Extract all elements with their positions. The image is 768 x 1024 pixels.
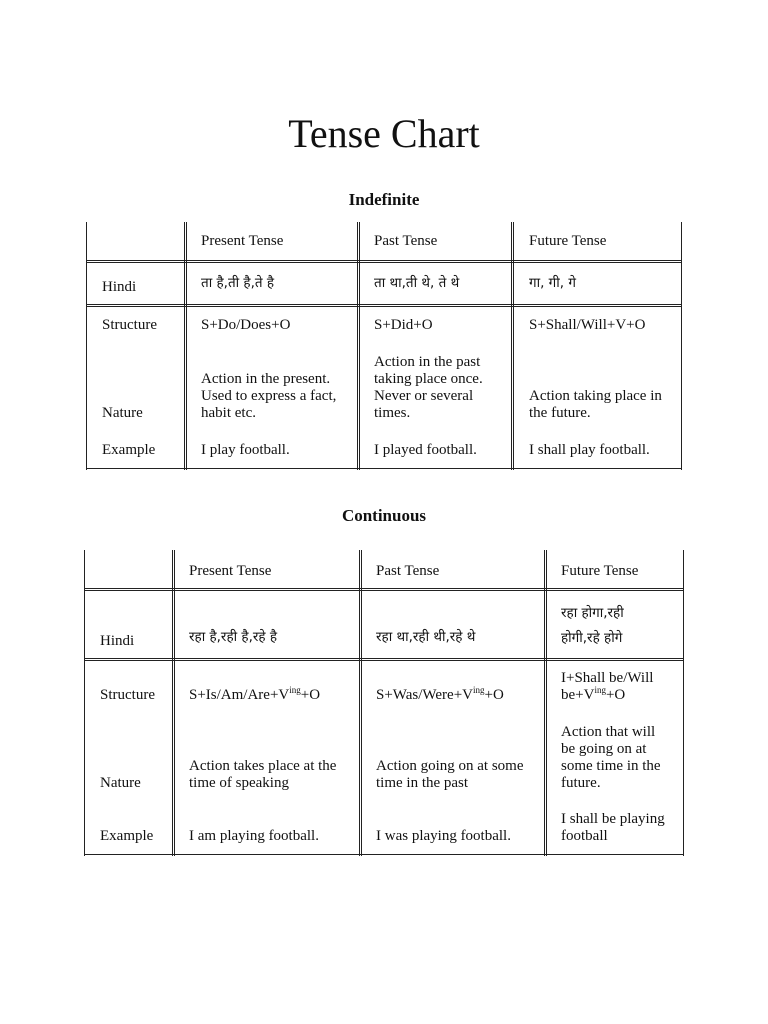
- continuous-heading: Continuous: [341, 506, 427, 525]
- column-header-past: Past Tense: [376, 563, 440, 579]
- example-past: I played football.: [374, 442, 477, 458]
- column-header-past: Past Tense: [374, 233, 438, 249]
- nature-line: time in the past: [376, 775, 469, 791]
- example-past: I was playing football.: [376, 828, 511, 844]
- column-divider: [544, 550, 545, 856]
- column-divider: [172, 550, 173, 856]
- nature-line: Action takes place at the: [189, 758, 337, 774]
- structure-past: [376, 687, 504, 704]
- nature-line: Action taking place in: [529, 388, 662, 404]
- row-divider: [86, 260, 682, 261]
- structure-past: S+Did+O: [374, 317, 433, 333]
- nature-present: [189, 758, 336, 792]
- row-divider: [84, 660, 684, 661]
- indefinite-heading: Indefinite: [348, 190, 420, 209]
- nature-line: some time in the: [561, 758, 661, 774]
- table-border-right: [683, 550, 684, 856]
- row-divider: [84, 588, 684, 589]
- column-header-present: Present Tense: [189, 563, 272, 579]
- structure-future: [561, 670, 653, 704]
- hindi-line: होगी,रहे होगे: [561, 630, 623, 646]
- row-label-structure: Structure: [100, 687, 155, 703]
- structure-object: +O: [300, 687, 321, 703]
- page-title: Tense Chart: [288, 111, 480, 156]
- nature-line: the future.: [529, 405, 591, 421]
- table-border-left: [84, 550, 85, 856]
- example-line: football: [561, 828, 608, 844]
- structure-formula: S+Is/Am/Are+V: [189, 687, 290, 703]
- row-divider: [84, 590, 684, 591]
- column-header-future: Future Tense: [529, 233, 607, 249]
- structure-formula: S+Was/Were+V: [376, 687, 473, 703]
- nature-future: [529, 388, 662, 422]
- row-divider: [86, 262, 682, 263]
- column-divider: [359, 550, 360, 856]
- column-divider: [361, 550, 362, 856]
- structure-formula: be+V: [561, 687, 595, 703]
- structure-future: S+Shall/Will+V+O: [529, 317, 646, 333]
- nature-present: [201, 371, 336, 422]
- row-label-nature: Nature: [102, 405, 143, 421]
- row-divider: [86, 306, 682, 307]
- structure-present: [189, 687, 320, 704]
- nature-line: Action going on at some: [376, 758, 524, 774]
- nature-line: times.: [374, 405, 411, 421]
- row-label-hindi: Hindi: [100, 633, 135, 649]
- nature-line: future.: [561, 775, 601, 791]
- nature-line: Action in the present.: [201, 371, 331, 387]
- hindi-future: गा, गी, गे: [529, 275, 576, 291]
- column-divider: [174, 550, 175, 856]
- column-header-present: Present Tense: [201, 233, 284, 249]
- nature-future: [561, 724, 661, 792]
- row-label-example: Example: [100, 828, 154, 844]
- row-label-hindi: Hindi: [102, 279, 137, 295]
- column-divider: [546, 550, 547, 856]
- row-label-structure: Structure: [102, 317, 157, 333]
- row-divider: [84, 658, 684, 659]
- structure-suffix: ing: [594, 685, 606, 695]
- nature-line: Never or several: [374, 388, 474, 404]
- nature-line: Used to express a fact,: [201, 388, 337, 404]
- nature-line: be going on at: [561, 741, 647, 757]
- structure-line: I+Shall be/Will: [561, 670, 654, 686]
- hindi-present: ता है,ती है,ते है: [201, 275, 275, 291]
- row-divider: [86, 304, 682, 305]
- hindi-past: ता था,ती थे, ते थे: [374, 275, 460, 291]
- hindi-line: रहा होगा,रही: [561, 605, 624, 621]
- row-label-example: Example: [102, 442, 156, 458]
- nature-past: [374, 354, 483, 422]
- structure-suffix: ing: [289, 685, 301, 695]
- structure-object: +O: [605, 687, 626, 703]
- example-present: I play football.: [201, 442, 290, 458]
- hindi-past: रहा था,रही थी,रहे थे: [376, 629, 476, 645]
- nature-line: taking place once.: [374, 371, 483, 387]
- hindi-future: [561, 601, 624, 651]
- example-line: I shall be playing: [561, 811, 665, 827]
- table-border-bottom: [84, 854, 684, 855]
- example-future: I shall play football.: [529, 442, 650, 458]
- hindi-present: रहा है,रही है,रहे है: [189, 629, 278, 645]
- column-header-future: Future Tense: [561, 563, 639, 579]
- structure-suffix: ing: [472, 685, 485, 695]
- nature-line: time of speaking: [189, 775, 289, 791]
- example-future: [561, 811, 665, 845]
- nature-line: Action that will: [561, 724, 656, 740]
- table-border-bottom: [86, 468, 682, 469]
- nature-line: Action in the past: [374, 354, 481, 370]
- nature-past: [376, 758, 523, 792]
- nature-line: habit etc.: [201, 405, 256, 421]
- structure-present: S+Do/Does+O: [201, 317, 291, 333]
- structure-object: +O: [484, 687, 504, 703]
- structure-line: [561, 687, 653, 704]
- example-present: I am playing football.: [189, 828, 319, 844]
- row-label-nature: Nature: [100, 775, 141, 791]
